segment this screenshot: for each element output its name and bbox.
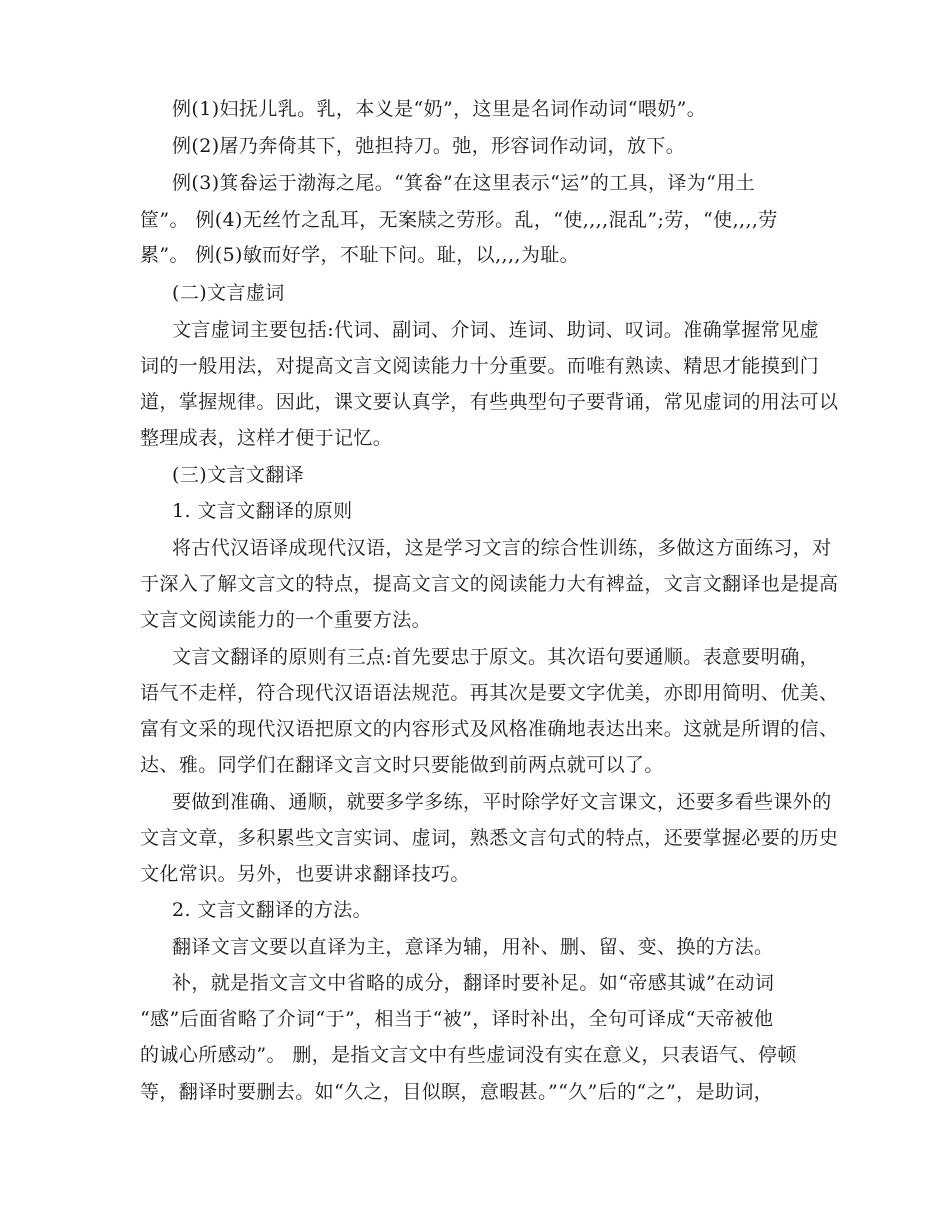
text-line: 于深入了解文言文的特点，提高文言文的阅读能力大有裨益，文言文翻译也是提高 [140,573,839,595]
text-line: 文言虚词主要包括:代词、副词、介词、连词、助词、叹词。准确掌握常见虚 [172,319,820,341]
text-line: 词的一般用法，对提高文言文阅读能力十分重要。而唯有熟读、精思才能摸到门 [140,355,820,377]
text-line: “感”后面省略了介词“于”，相当于“被”，译时补出，全句可译成“天帝被他 [140,1008,774,1030]
text-line: 补，就是指文言文中省略的成分，翻译时要补足。如“帝感其诚”在动词 [172,972,775,994]
text-line: 文化常识。另外，也要讲求翻译技巧。 [140,863,470,885]
text-line: 例(1)妇抚儿乳。乳，本义是“奶”，这里是名词作动词“喂奶”。 [172,98,707,120]
text-line: 要做到准确、通顺，就要多学多练，平时除学好文言课文，还要多看些课外的 [172,791,832,813]
subsection-heading: 2. 文言文翻译的方法。 [172,899,372,921]
text-line: 等，翻译时要删去。如“久之，目似瞑，意暇甚。”“久”后的“之”，是助词， [140,1081,774,1103]
text-line: 的诚心所感动”。 删，是指文言文中有些虚词没有实在意义，只表语气、停顿 [140,1044,797,1066]
text-line: 语气不走样，符合现代汉语语法规范。再其次是要文字优美，亦即用简明、优美、 [140,682,839,704]
text-line: 筐”。 例(4)无丝竹之乱耳，无案牍之劳形。乱，“使,,,,混乱”;劳，“使,,,,劳 [140,209,778,231]
text-line: 翻译文言文要以直译为主，意译为辅，用补、删、留、变、换的方法。 [172,936,774,958]
text-line: 将古代汉语译成现代汉语，这是学习文言的综合性训练，多做这方面练习，对 [172,537,832,559]
text-line: 道，掌握规律。因此，课文要认真学，有些典型句子要背诵，常见虚词的用法可以 [140,391,839,413]
section-heading: (三)文言文翻译 [172,464,305,486]
text-line: 文言文阅读能力的一个重要方法。 [140,609,432,631]
text-line: 文言文章，多积累些文言实词、虚词，熟悉文言句式的特点，还要掌握必要的历史 [140,827,839,849]
text-line: 例(3)箕畚运于渤海之尾。“箕畚”在这里表示“运”的工具，译为“用土 [172,172,756,194]
text-line: 文言文翻译的原则有三点:首先要忠于原文。其次语句要通顺。表意要明确， [172,646,820,668]
text-line: 例(2)屠乃奔倚其下，弛担持刀。弛，形容词作动词，放下。 [172,135,686,157]
text-line: 达、雅。同学们在翻译文言文时只要能做到前两点就可以了。 [140,754,664,776]
subsection-heading: 1. 文言文翻译的原则 [172,500,353,522]
section-heading: (二)文言虚词 [172,282,285,304]
text-line: 整理成表，这样才便于记忆。 [140,427,393,449]
text-line: 富有文采的现代汉语把原文的内容形式及风格准确地表达出来。这就是所谓的信、 [140,718,839,740]
text-line: 累”。 例(5)敏而好学，不耻下问。耻，以,,,,为耻。 [140,244,580,266]
